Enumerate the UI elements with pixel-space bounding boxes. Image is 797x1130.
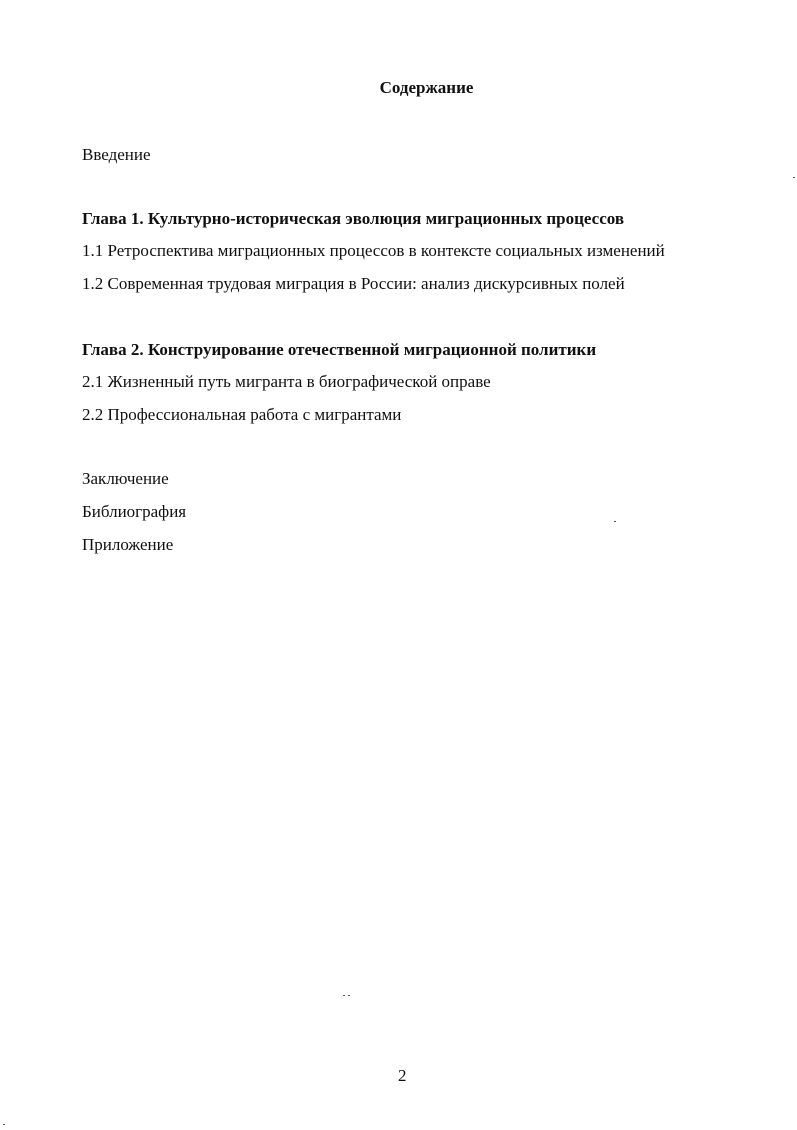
scan-speck <box>614 521 616 522</box>
toc-entry-chapter-1: Глава 1. Культурно-историческая эволюция миграционных процессов <box>82 209 624 228</box>
toc-entry-introduction: Введение <box>82 145 151 164</box>
scan-speck <box>348 995 350 996</box>
scan-speck <box>793 177 795 178</box>
page-title: Содержание <box>379 78 474 97</box>
toc-entry-section-2-2: 2.2 Профессиональная работа с мигрантами <box>82 405 402 424</box>
toc-entry-conclusion: Заключение <box>82 469 169 488</box>
scan-speck <box>343 995 345 996</box>
toc-entry-appendix: Приложение <box>82 535 174 554</box>
toc-entry-section-1-2: 1.2 Современная трудовая миграция в России: анализ дискурсивных полей <box>82 274 625 293</box>
page-number: 2 <box>398 1066 407 1085</box>
toc-entry-chapter-2: Глава 2. Конструирование отечественной миграционной политики <box>82 340 597 359</box>
toc-entry-bibliography: Библиография <box>82 502 187 521</box>
toc-entry-section-1-1: 1.1 Ретроспектива миграционных процессов в контексте социальных изменений <box>82 241 665 260</box>
scan-speck <box>3 1124 5 1125</box>
toc-entry-section-2-1: 2.1 Жизненный путь мигранта в биографической оправе <box>82 372 491 391</box>
